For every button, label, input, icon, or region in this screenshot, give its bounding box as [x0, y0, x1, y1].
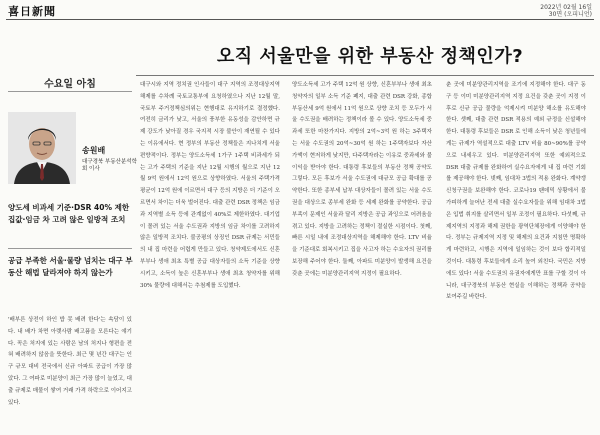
paragraph: '배부른 상전이 하인 밥 못 배려 한다'는 속담이 있다. 내 배가 차면 아랫사람 배고픔을 모른다는 얘기다. 꼭은 처지에 있는 사람은 남의 처지나 형편을 전혀 배려하지 않음을 뜻한다. 최근 몇 년간 대구는 인구 규모 대비 전국에서 신규 아파트 공급이 가장 많았다. 그 여파로 미분양이 최근 가장 많이 늘었고, 대출 규제로 매물이 쌓여 거래 가격 하락으로 이어지고 있다. [8, 317, 132, 406]
column-label: 수요일 아침 [44, 79, 96, 90]
article-column-4 [446, 80, 586, 304]
subheadline-2: 공급 부족한 서울·물량 넘치는 대구 부동산 해법 달라져야 하지 않는가 [8, 256, 133, 277]
headline-rule [136, 75, 594, 76]
newspaper-logo: 喜日新聞 [8, 5, 56, 18]
issue-date: 2022년 02월 16일 [540, 4, 592, 11]
article-column-3 [292, 80, 432, 281]
subheadline-rule [8, 248, 132, 249]
left-body-text [8, 315, 132, 409]
paragraph: 대구시와 지역 정치권 인사들이 대구 지역의 조정대상지역 해제를 수차례 국토교통부에 요청하였으나 지난 12월 말, 국토부 주거정책심의위는 현행대로 유지하기로 결정했다. 여전히 금리가 낮고, 서울의 풍부한 유동성을 감안하면 규제 강도가 낮아질 경우 국지적 시장 불안이 재연될 수 있다는 이유에서다. 현 정부의 부동산 정책들은 지나치게 서울 편향적이다. 정부는 양도소득세 1가구 1주택 비과세가 되는 고가 주택의 기준을 지난 12월 시행의 월으로 지난 12월 9억 원에서 12억 원으로 상향하였다. 서울의 주택가격 평균이 12억 원에 이르면서 대구 등의 지방은 더 기준이 오르면서 차이는 더욱 벌어진다. 대출 관련 DSR 정책은 임금과 지역별 소득 등에 관계없이 40%로 제한하였다. 대기업이 몰려 있는 서울 수도권과 지방의 임금 차이를 고려하지 않은 일방적 조치다. 불공평의 상징인 DSR 규제는 서민들의 내 집 마련을 어렵게 만들고 있다. 청약제도에서도 신혼부부나 생애 최초 특별 공급 대상자들의 소득 기준을 상향시키고, 소득이 높은 신혼부부나 생애 최초 청약자를 위해 30% 물량에 대해서는 추첨제를 도입했다. [140, 82, 280, 289]
author-affiliation: 대구경북 부동산분석학회 이사 [82, 159, 137, 172]
paragraph: 양도소득세 고가 주택 12억 원 상향, 신혼부부나 생애 최초 청약자의 일부 소득 기준 폐지, 대출 관련 DSR 강화, 종합부동산세 9억 원에서 11억 원으로 상향 조치 등 모두가 서울 수도권을 배려하는 정책이라 볼 수 있다. 양도소득세 중과세 또한 마찬가지다. 지방의 2억~3억 원 하는 3주택자는 서울 수도권의 20억~30억 원 하는 1주택자보다 자산 가액이 현저하게 낮지만, 다주택자라는 이유로 중과세와 불이익을 받아야 한다. 대통령 후보들의 부동산 정책 공약도 그렇다. 모든 후보가 서울 수도권에 대규모 공급 확대를 공약한다. 또한 종부세 납부 대상자들이 몰려 있는 서울 수도권을 대상으로 종부세 완화 등 세제 완화를 공약한다. 공급 부족이 문제인 서울과 달리 지방은 공급 과잉으로 어려움을 겪고 있다. 지방을 고려하는 정책이 절실한 시점이다. 첫째, 빠른 시일 내에 조정대상지역을 해제해야 한다. LTV 비율을 기준대로 회복시키고 집을 사고자 하는 수요자의 권리를 보장해 주어야 한다. 둘째, 아파트 미분양이 발생해 요건을 갖춘 곳에는 미분양관리지역 지정이 필요하다. [292, 82, 432, 277]
article-column-2 [140, 80, 280, 292]
issue-info [540, 4, 592, 18]
paragraph: 춘 곳에 미분양관리지역을 조기에 지정해야 한다. 대구 동구 등 이미 미분양관리지역 지정 요건을 갖춘 곳이 지정 이후로 신규 공급 물량을 억제시켜 미분양 해소를 유도해야 한다. 셋째, 대출 관련 DSR 적용의 예외 규정을 신설해야 한다. 대통령 후보들은 DSR 로 인해 소득이 낮은 청년들에게는 규제가 역설적으로 대출 LTV 비율 80~90%를 공약으로 내세우고 있다. 미분양관리지역 또한 예외적으로 DSR 대출 규제를 완화하여 실수요자에게 내 집 마련 기회를 제공해야 한다. 넷째, 임대차 3법의 적용 완화다. 계약갱신청구권을 보완해야 한다. 코로나19 팬데믹 상황에서 불가피하게 늘어난 전세 대출 실수요자들을 위해 임대차 3법은 입법 취지를 살리면서 일부 조정이 필요하다. 다섯째, 규제지역의 지정과 해제 권한을 광역단체장에게 이양해야 한다. 정부는 규제지역 지정 및 해제의 요건과 지침만 명확하게 마련하고, 시행은 지역에 일임하는 것이 보다 합리적일 것이다. 대통령 후보들에게 소리 높여 외친다. 국민은 지방에도 있다! 서울 수도권의 유권자에게만 표를 구할 것이 아니라, 대구경북의 부동산 현실을 이해하는 정책과 공약을 보여주길 바란다. [446, 82, 586, 301]
masthead [6, 3, 594, 19]
author-name: 송원배 [82, 146, 106, 155]
author-byline [82, 145, 138, 173]
column-label-rule [8, 91, 132, 92]
top-rule [6, 19, 594, 20]
subheadline-1: 양도세 비과세 기준·DSR 40% 제한 집값·임금 차 고려 않은 일방적 조치 [8, 203, 130, 224]
left-column [8, 75, 136, 433]
author-portrait-icon [8, 112, 76, 184]
issue-section: 30면 (오피니언) [548, 11, 592, 18]
author-photo [8, 112, 76, 184]
article-headline: 오직 서울만을 위한 부동산 정책인가? [216, 46, 524, 67]
